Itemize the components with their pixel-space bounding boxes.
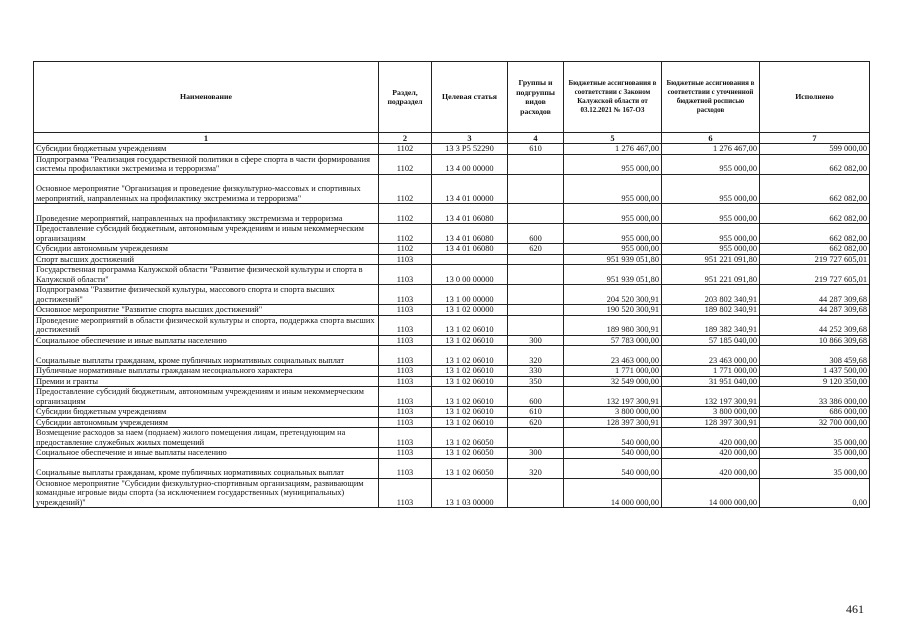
cell-law-allocation: 189 980 300,91 — [564, 315, 662, 335]
cell-revised-allocation: 3 800 000,00 — [662, 407, 760, 418]
cell-target: 13 4 00 00000 — [432, 154, 508, 174]
cell-law-allocation: 128 397 300,91 — [564, 417, 662, 428]
table-row — [34, 315, 870, 335]
cell-target: 13 4 01 00000 — [432, 174, 508, 204]
header-groups: Группы и подгруппы видов расходов — [508, 62, 564, 133]
cell-target: 13 1 02 06010 — [432, 387, 508, 407]
cell-target: 13 1 02 06010 — [432, 417, 508, 428]
cell-revised-allocation: 57 185 040,00 — [662, 335, 760, 346]
column-number: 6 — [662, 133, 760, 144]
table-row — [34, 407, 870, 418]
cell-revised-allocation: 1 276 467,00 — [662, 144, 760, 155]
cell-razdel: 1102 — [379, 144, 432, 155]
cell-name: Субсидии бюджетным учреждениям — [34, 407, 379, 418]
table-row — [34, 448, 870, 459]
cell-group: 620 — [508, 244, 564, 255]
cell-revised-allocation: 951 221 091,80 — [662, 254, 760, 265]
cell-group: 300 — [508, 335, 564, 346]
cell-revised-allocation: 1 771 000,00 — [662, 366, 760, 377]
cell-law-allocation: 955 000,00 — [564, 244, 662, 255]
cell-group: 610 — [508, 144, 564, 155]
cell-group: 330 — [508, 366, 564, 377]
cell-razdel: 1102 — [379, 204, 432, 224]
cell-executed: 1 437 500,00 — [760, 366, 870, 377]
cell-name: Спорт высших достижений — [34, 254, 379, 265]
cell-razdel: 1103 — [379, 366, 432, 377]
cell-target — [432, 254, 508, 265]
cell-name: Основное мероприятие "Субсидии физкультурно-спортивным организациям, развивающим командные игровые виды спорта (за исключением государственных (муниципальных) учреждений)" — [34, 478, 379, 508]
table-row — [34, 144, 870, 155]
cell-group — [508, 254, 564, 265]
cell-law-allocation: 1 771 000,00 — [564, 366, 662, 377]
table-row — [34, 244, 870, 255]
cell-group — [508, 305, 564, 316]
table-row — [34, 265, 870, 285]
cell-revised-allocation: 189 802 340,91 — [662, 305, 760, 316]
cell-group: 300 — [508, 448, 564, 459]
cell-revised-allocation: 23 463 000,00 — [662, 346, 760, 366]
cell-razdel: 1103 — [379, 265, 432, 285]
table-row — [34, 417, 870, 428]
table-row — [34, 285, 870, 305]
cell-executed: 35 000,00 — [760, 458, 870, 478]
table-row — [34, 224, 870, 244]
cell-razdel: 1103 — [379, 285, 432, 305]
cell-law-allocation: 540 000,00 — [564, 428, 662, 448]
cell-executed: 44 287 309,68 — [760, 285, 870, 305]
cell-target: 13 1 02 06050 — [432, 458, 508, 478]
cell-executed: 219 727 605,01 — [760, 254, 870, 265]
cell-revised-allocation: 203 802 340,91 — [662, 285, 760, 305]
cell-name: Публичные нормативные выплаты гражданам несоциального характера — [34, 366, 379, 377]
cell-target: 13 4 01 06080 — [432, 224, 508, 244]
cell-target: 13 1 02 06050 — [432, 428, 508, 448]
header-target: Целевая статья — [432, 62, 508, 133]
header-law-allocations: Бюджетные ассигнования в соответствии с Законом Калужской области от 03.12.2021 № 167-ОЗ — [564, 62, 662, 133]
cell-razdel: 1103 — [379, 376, 432, 387]
cell-executed: 33 386 000,00 — [760, 387, 870, 407]
cell-name: Государственная программа Калужской области "Развитие физической культуры и спорта в Калужской области" — [34, 265, 379, 285]
cell-target: 13 1 02 00000 — [432, 305, 508, 316]
cell-law-allocation: 951 939 051,80 — [564, 254, 662, 265]
cell-name: Проведение мероприятий в области физической культуры и спорта, поддержка спорта высших достижений — [34, 315, 379, 335]
cell-revised-allocation: 955 000,00 — [662, 154, 760, 174]
cell-executed: 662 082,00 — [760, 174, 870, 204]
header-revised-allocations: Бюджетные ассигнования в соответствии с уточненной бюджетной росписью расходов — [662, 62, 760, 133]
cell-name: Предоставление субсидий бюджетным, автономным учреждениям и иным некоммерческим организациям — [34, 224, 379, 244]
column-number: 5 — [564, 133, 662, 144]
cell-revised-allocation: 951 221 091,80 — [662, 265, 760, 285]
cell-group: 600 — [508, 224, 564, 244]
cell-law-allocation: 955 000,00 — [564, 174, 662, 204]
cell-razdel: 1103 — [379, 478, 432, 508]
cell-executed: 44 252 309,68 — [760, 315, 870, 335]
cell-name: Социальные выплаты гражданам, кроме публичных нормативных социальных выплат — [34, 458, 379, 478]
cell-law-allocation: 955 000,00 — [564, 154, 662, 174]
cell-target: 13 0 00 00000 — [432, 265, 508, 285]
cell-name: Субсидии автономным учреждениям — [34, 417, 379, 428]
page-number: 461 — [846, 602, 864, 616]
cell-razdel: 1103 — [379, 346, 432, 366]
cell-target: 13 1 02 06010 — [432, 315, 508, 335]
table-row — [34, 366, 870, 377]
cell-group — [508, 174, 564, 204]
cell-executed: 0,00 — [760, 478, 870, 508]
cell-razdel: 1103 — [379, 417, 432, 428]
cell-group — [508, 428, 564, 448]
table-row — [34, 174, 870, 204]
table-row — [34, 254, 870, 265]
cell-razdel: 1102 — [379, 174, 432, 204]
cell-group: 610 — [508, 407, 564, 418]
table-body — [34, 144, 870, 508]
cell-name: Предоставление субсидий бюджетным, автономным учреждениям и иным некоммерческим организациям — [34, 387, 379, 407]
table-row — [34, 376, 870, 387]
cell-group — [508, 285, 564, 305]
cell-group: 320 — [508, 346, 564, 366]
cell-razdel: 1103 — [379, 315, 432, 335]
cell-group: 350 — [508, 376, 564, 387]
cell-target: 13 4 01 06080 — [432, 204, 508, 224]
table-row — [34, 428, 870, 448]
cell-target: 13 1 02 06010 — [432, 335, 508, 346]
cell-executed: 219 727 605,01 — [760, 265, 870, 285]
cell-law-allocation: 32 549 000,00 — [564, 376, 662, 387]
cell-group — [508, 315, 564, 335]
cell-law-allocation: 3 800 000,00 — [564, 407, 662, 418]
cell-law-allocation: 132 197 300,91 — [564, 387, 662, 407]
cell-name: Проведение мероприятий, направленных на профилактику экстремизма и терроризма — [34, 204, 379, 224]
cell-razdel: 1103 — [379, 335, 432, 346]
cell-revised-allocation: 132 197 300,91 — [662, 387, 760, 407]
column-number: 7 — [760, 133, 870, 144]
cell-executed: 9 120 350,00 — [760, 376, 870, 387]
cell-executed: 686 000,00 — [760, 407, 870, 418]
cell-group — [508, 154, 564, 174]
cell-razdel: 1103 — [379, 407, 432, 418]
cell-revised-allocation: 955 000,00 — [662, 244, 760, 255]
cell-revised-allocation: 31 951 040,00 — [662, 376, 760, 387]
cell-executed: 35 000,00 — [760, 448, 870, 459]
cell-group: 320 — [508, 458, 564, 478]
cell-revised-allocation: 189 382 340,91 — [662, 315, 760, 335]
cell-group — [508, 265, 564, 285]
cell-law-allocation: 190 520 300,91 — [564, 305, 662, 316]
cell-name: Социальные выплаты гражданам, кроме публичных нормативных социальных выплат — [34, 346, 379, 366]
table-row — [34, 305, 870, 316]
cell-group: 600 — [508, 387, 564, 407]
table-row — [34, 346, 870, 366]
cell-razdel: 1103 — [379, 428, 432, 448]
cell-revised-allocation: 955 000,00 — [662, 174, 760, 204]
cell-law-allocation: 1 276 467,00 — [564, 144, 662, 155]
cell-executed: 32 700 000,00 — [760, 417, 870, 428]
cell-target: 13 1 03 00000 — [432, 478, 508, 508]
column-number-row — [34, 133, 870, 144]
cell-group: 620 — [508, 417, 564, 428]
table-row — [34, 335, 870, 346]
cell-executed: 662 082,00 — [760, 154, 870, 174]
header-executed: Исполнено — [760, 62, 870, 133]
budget-execution-table — [33, 61, 870, 508]
cell-name: Основное мероприятие "Развитие спорта высших достижений" — [34, 305, 379, 316]
cell-razdel: 1102 — [379, 154, 432, 174]
cell-target: 13 3 P5 52290 — [432, 144, 508, 155]
cell-law-allocation: 955 000,00 — [564, 224, 662, 244]
cell-law-allocation: 14 000 000,00 — [564, 478, 662, 508]
cell-target: 13 1 00 00000 — [432, 285, 508, 305]
cell-executed: 662 082,00 — [760, 204, 870, 224]
cell-law-allocation: 23 463 000,00 — [564, 346, 662, 366]
cell-executed: 308 459,68 — [760, 346, 870, 366]
cell-revised-allocation: 420 000,00 — [662, 448, 760, 459]
cell-law-allocation: 540 000,00 — [564, 448, 662, 459]
cell-revised-allocation: 955 000,00 — [662, 224, 760, 244]
cell-executed: 662 082,00 — [760, 224, 870, 244]
cell-razdel: 1102 — [379, 224, 432, 244]
cell-revised-allocation: 14 000 000,00 — [662, 478, 760, 508]
cell-executed: 10 866 309,68 — [760, 335, 870, 346]
cell-revised-allocation: 420 000,00 — [662, 428, 760, 448]
cell-law-allocation: 955 000,00 — [564, 204, 662, 224]
table-row — [34, 458, 870, 478]
cell-name: Подпрограмма "Развитие физической культуры, массового спорта и спорта высших достижений" — [34, 285, 379, 305]
column-number: 2 — [379, 133, 432, 144]
cell-executed: 662 082,00 — [760, 244, 870, 255]
cell-name: Основное мероприятие "Организация и проведение физкультурно-массовых и спортивных мероприятий, направленных на профилактику экстремизма и терроризма" — [34, 174, 379, 204]
cell-law-allocation: 540 000,00 — [564, 458, 662, 478]
cell-target: 13 4 01 06080 — [432, 244, 508, 255]
cell-executed: 44 287 309,68 — [760, 305, 870, 316]
cell-group — [508, 204, 564, 224]
column-number: 4 — [508, 133, 564, 144]
cell-group — [508, 478, 564, 508]
table-row — [34, 154, 870, 174]
cell-revised-allocation: 420 000,00 — [662, 458, 760, 478]
header-name: Наименование — [34, 62, 379, 133]
cell-razdel: 1103 — [379, 254, 432, 265]
cell-name: Премии и гранты — [34, 376, 379, 387]
cell-razdel: 1102 — [379, 244, 432, 255]
cell-executed: 35 000,00 — [760, 428, 870, 448]
cell-name: Субсидии автономным учреждениям — [34, 244, 379, 255]
cell-name: Социальное обеспечение и иные выплаты населению — [34, 448, 379, 459]
header-razdel: Раздел, подраздел — [379, 62, 432, 133]
cell-razdel: 1103 — [379, 387, 432, 407]
column-number: 1 — [34, 133, 379, 144]
cell-executed: 599 000,00 — [760, 144, 870, 155]
cell-target: 13 1 02 06010 — [432, 346, 508, 366]
cell-target: 13 1 02 06050 — [432, 448, 508, 459]
cell-razdel: 1103 — [379, 448, 432, 459]
cell-name: Субсидии бюджетным учреждениям — [34, 144, 379, 155]
cell-law-allocation: 951 939 051,80 — [564, 265, 662, 285]
cell-law-allocation: 204 520 300,91 — [564, 285, 662, 305]
cell-target: 13 1 02 06010 — [432, 376, 508, 387]
cell-razdel: 1103 — [379, 305, 432, 316]
cell-name: Возмещение расходов за наем (поднаем) жилого помещения лицам, претендующим на предоставление служебных жилых помещений — [34, 428, 379, 448]
table-row — [34, 387, 870, 407]
column-number: 3 — [432, 133, 508, 144]
cell-law-allocation: 57 783 000,00 — [564, 335, 662, 346]
cell-target: 13 1 02 06010 — [432, 407, 508, 418]
table-header — [34, 62, 870, 144]
cell-revised-allocation: 128 397 300,91 — [662, 417, 760, 428]
cell-revised-allocation: 955 000,00 — [662, 204, 760, 224]
cell-name: Социальное обеспечение и иные выплаты населению — [34, 335, 379, 346]
table-row — [34, 478, 870, 508]
cell-target: 13 1 02 06010 — [432, 366, 508, 377]
table-row — [34, 204, 870, 224]
cell-name: Подпрограмма "Реализация государственной политики в сфере спорта в части формирования системы профилактики экстремизма и терроризма" — [34, 154, 379, 174]
cell-razdel: 1103 — [379, 458, 432, 478]
